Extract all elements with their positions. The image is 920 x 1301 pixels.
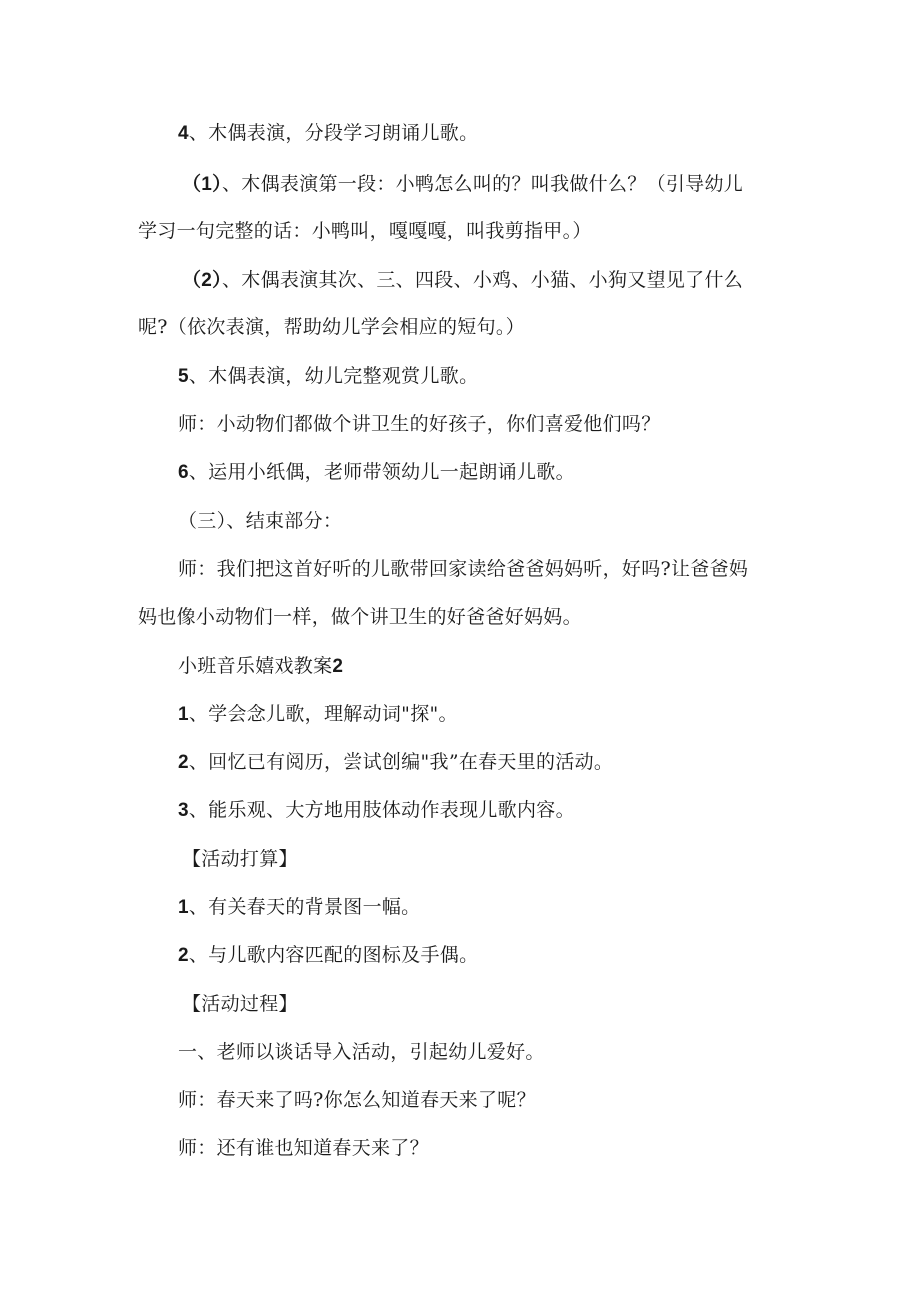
section-heading-end: [178, 509, 342, 533]
paragraph-sub-2: [182, 268, 743, 293]
paragraph-text: 、能乐观、大方地用肢体动作表现儿歌内容。: [188, 799, 575, 821]
prep-item-1: [178, 895, 420, 920]
paragraph-text: 呢?（依次表演，帮助幼儿学会相应的短句。）: [138, 316, 525, 338]
prep-number: 1: [178, 897, 189, 918]
prep-item-2: [178, 943, 478, 968]
paragraph-sub-1-cont: [138, 219, 592, 243]
goal-2: [178, 750, 613, 775]
paragraph-text: 学习一句完整的话：小鸭叫，嘎嘎嘎，叫我剪指甲。）: [138, 220, 592, 242]
paragraph-text: 【活动过程】: [182, 993, 298, 1015]
paragraph-step-4: [178, 121, 478, 146]
process-step-1: [178, 1040, 545, 1064]
goal-number: 2: [178, 752, 189, 773]
paragraph-sub-2-cont: [138, 315, 525, 339]
paragraph-text: 、运用小纸偶，老师带领幼儿一起朗诵儿歌。: [188, 461, 575, 483]
step-number: 5: [178, 366, 189, 387]
paragraph-text: 、有关春天的背景图一幅。: [188, 896, 421, 918]
paragraph-step-6: [178, 460, 575, 485]
paragraph-text: （三）、结束部分：: [178, 510, 343, 532]
title-text: 小班音乐嬉戏教案: [178, 655, 333, 677]
paragraph-text: 、学会念儿歌，理解动词"探"。: [188, 703, 458, 725]
prep-number: 2: [178, 945, 189, 966]
paragraph-text: 、木偶表演，幼儿完整观赏儿歌。: [188, 365, 479, 387]
paragraph-text: 、木偶表演第一段：小鸭怎么叫的？叫我做什么？（引导幼儿: [221, 173, 744, 195]
paragraph-teacher-2: [178, 557, 748, 581]
paragraph-text: 、与儿歌内容匹配的图标及手偶。: [188, 944, 479, 966]
goal-3: [178, 798, 575, 823]
paragraph-text: 、木偶表演，分段学习朗诵儿歌。: [188, 122, 479, 144]
goal-1: [178, 702, 458, 727]
paragraph-text: 【活动打算】: [182, 848, 298, 870]
title-number: 2: [332, 656, 344, 677]
paragraph-text: 一、老师以谈话导入活动，引起幼儿爱好。: [178, 1041, 545, 1063]
lesson-title: [178, 654, 343, 679]
section-heading-process: [182, 992, 298, 1016]
paragraph-text: 师：还有谁也知道春天来了？: [178, 1137, 429, 1159]
paragraph-text: 师：小动物们都做个讲卫生的好孩子，你们喜爱他们吗？: [178, 413, 661, 435]
goal-number: 1: [178, 704, 189, 725]
section-heading-preparation: [182, 847, 298, 871]
paragraph-teacher-1: [178, 412, 661, 436]
step-number: 4: [178, 123, 189, 144]
step-number: 6: [178, 462, 189, 483]
paragraph-teacher-4: [178, 1136, 429, 1160]
paragraph-text: 师：春天来了吗?你怎么知道春天来了呢？: [178, 1089, 536, 1111]
paragraph-text: 师：我们把这首好听的儿歌带回家读给爸爸妈妈听，好吗?让爸爸妈: [178, 558, 749, 580]
paragraph-text: 、木偶表演其次、三、四段、小鸡、小猫、小狗又望见了什么: [221, 269, 744, 291]
sub-number: （2）: [182, 270, 222, 291]
goal-number: 3: [178, 800, 189, 821]
paragraph-step-5: [178, 364, 478, 389]
paragraph-text: 、回忆已有阅历，尝试创编"我”在春天里的活动。: [188, 751, 614, 773]
paragraph-sub-1: [182, 172, 743, 197]
paragraph-text: 妈也像小动物们一样，做个讲卫生的好爸爸好妈妈。: [138, 606, 582, 628]
sub-number: （1）: [182, 174, 222, 195]
paragraph-teacher-3: [178, 1088, 536, 1112]
paragraph-teacher-2-cont: [138, 605, 582, 629]
